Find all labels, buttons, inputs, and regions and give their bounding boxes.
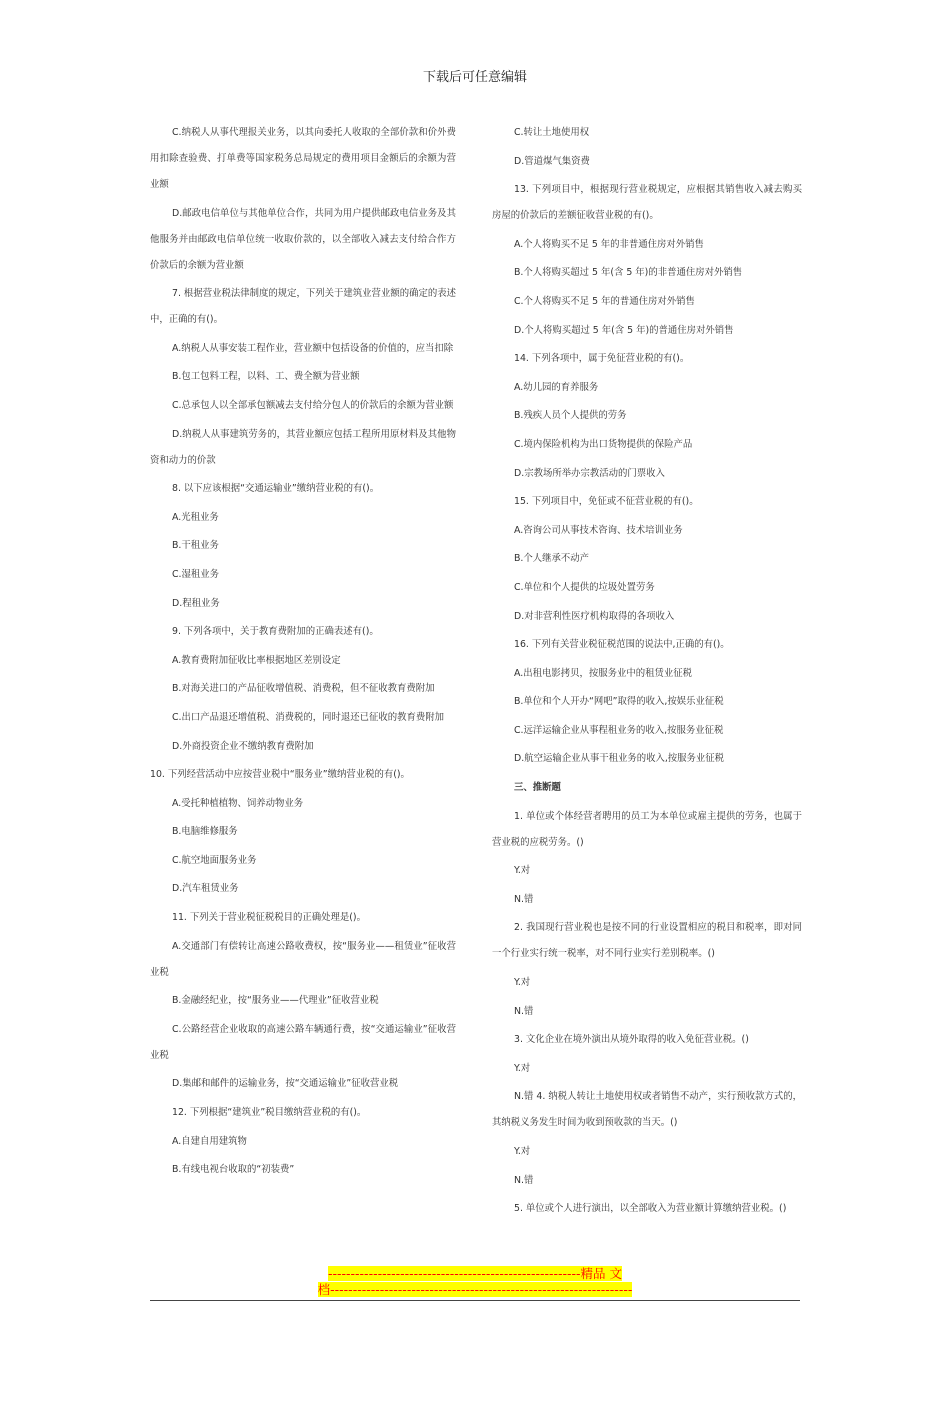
paragraph: A.个人将购买不足 5 年的非普通住房对外销售 [514,238,704,250]
paragraph: A.咨询公司从事技术咨询、技术培训业务 [514,524,683,536]
paragraph: N.错 4. 纳税人转让土地使用权或者销售不动产，实行预收款方式的，其纳税义务发生时间为收到预收款的当天。() [492,1091,802,1129]
paragraph: 13. 下列项目中，根据现行营业税规定，应根据其销售收入减去购买房屋的价款后的差额征收营业税的有()。 [492,184,802,222]
paragraph: C.远洋运输企业从事程租业务的收入,按服务业征税 [514,724,724,736]
paragraph: D.程租业务 [172,597,220,609]
paragraph: 14. 下列各项中，属于免征营业税的有()。 [514,353,690,365]
paragraph: Y.对 [514,977,531,989]
paragraph: B.残疾人员个人提供的劳务 [514,410,627,422]
footer-line-2: 档------------------------------------------------------------------- [317,1282,633,1297]
paragraph: C.纳税人从事代理报关业务，以其向委托人收取的全部价款和价外费用扣除查验费、打单费等国家税务总局规定的费用项目金额后的余额为营 业额 [150,127,456,190]
paragraph: D.对非营利性医疗机构取得的各项收入 [514,610,675,622]
paragraph: B.干租业务 [172,540,219,552]
left-column [150,120,456,1186]
paragraph: D.汽车租赁业务 [172,883,239,895]
paragraph: D.个人将购买超过 5 年(含 5 年)的普通住房对外销售 [514,324,734,336]
paragraph: A.幼儿园的育养服务 [514,381,599,393]
paragraph: A.出租电影拷贝，按服务业中的租赁业征税 [514,667,692,679]
paragraph: 7. 根据营业税法律制度的规定，下列关于建筑业营业额的确定的表述中，正确的有()。 [150,288,456,326]
paragraph: D.纳税人从事建筑劳务的，其营业额应包括工程所用原材料及其他物资和动力的价款 [150,428,456,466]
paragraph: 12. 下列根据“建筑业”税目缴纳营业税的有()。 [172,1107,367,1119]
paragraph: N.错 [514,893,534,905]
paragraph: A.纳税人从事安装工程作业，营业额中包括设备的价值的，应当扣除 [172,342,454,354]
paragraph: B.电脑维修服务 [172,826,238,838]
paragraph: C.湿租业务 [172,568,220,580]
paragraph: 16. 下列有关营业税征税范围的说法中,正确的有()。 [514,639,730,651]
section-heading: 三、推断题 [514,782,561,794]
paragraph: N.错 [514,1005,534,1017]
paragraph: C.总承包人以全部承包额减去支付给分包人的价款后的余额为营业额 [172,399,454,411]
paragraph: 5. 单位或个人进行演出，以全部收入为营业额计算缴纳营业税。() [514,1203,787,1215]
paragraph: 8. 以下应该根据“交通运输业”缴纳营业税的有()。 [172,483,380,495]
paragraph: A.受托种植植物、饲养动物业务 [172,797,304,809]
paragraph: A.教育费附加征收比率根据地区差别设定 [172,654,341,666]
paragraph: B.包工包料工程，以料、工、费全额为营业额 [172,371,360,383]
paragraph: B.单位和个人开办“网吧”取得的收入,按娱乐业征税 [514,696,724,708]
paragraph: C.单位和个人提供的垃圾处置劳务 [514,581,655,593]
footer-banner [0,1266,950,1298]
paragraph: 10. 下列经营活动中应按营业税中“服务业”缴纳营业税的有()。 [150,769,410,781]
right-column [492,120,802,1225]
paragraph: 2. 我国现行营业税也是按不同的行业设置相应的税目和税率，即对同一个行业实行统一税率，对不同行业实行差别税率。() [492,922,802,960]
paragraph: Y.对 [514,1146,531,1157]
paragraph: C.航空地面服务业务 [172,854,257,866]
paragraph: A.光租业务 [172,511,219,523]
paragraph: N.错 [514,1174,534,1186]
paragraph: B.个人继承不动产 [514,553,590,565]
paragraph: B.金融经纪业，按“服务业——代理业”征收营业税 [172,995,379,1007]
paragraph: C.个人将购买不足 5 年的普通住房对外销售 [514,295,695,307]
paragraph: 9. 下列各项中，关于教育费附加的正确表述有()。 [172,626,379,638]
paragraph: A.自建自用建筑物 [172,1135,247,1147]
paragraph: D.邮政电信单位与其他单位合作，共同为用户提供邮政电信业务及其他服务并由邮政电信单位统一收取价款的，以全部收入减去支付给合作方 价款后的余额为营业额 [150,207,456,271]
footer-line-1: --------------------------------------------------------精品 文 [327,1266,623,1281]
paragraph: C.境内保险机构为出口货物提供的保险产品 [514,438,693,450]
paragraph: B.有线电视台收取的“初装费” [172,1164,295,1176]
paragraph: B.个人将购买超过 5 年(含 5 年)的非普通住房对外销售 [514,267,743,279]
paragraph: A.交通部门有偿转让高速公路收费权，按“服务业——租赁业”征收营业税 [150,940,456,978]
paragraph: Y.对 [514,1062,531,1074]
paragraph: C.出口产品退还增值税、消费税的，同时退还已征收的教育费附加 [172,711,445,723]
page-header: 下载后可任意编辑 [422,70,527,85]
paragraph: D.外商投资企业不缴纳教育费附加 [172,740,314,752]
paragraph: 3. 文化企业在境外演出从境外取得的收入免征营业税。() [514,1034,749,1046]
paragraph: D.管道煤气集资费 [514,155,590,167]
footer-divider [150,1300,800,1301]
paragraph: D.集邮和邮件的运输业务，按“交通运输业”征收营业税 [172,1078,399,1090]
paragraph: 1. 单位或个体经营者聘用的员工为本单位或雇主提供的劳务，也属于营业税的应税劳务。() [492,810,802,848]
paragraph: D.宗教场所举办宗教活动的门票收入 [514,467,665,479]
paragraph: Y.对 [514,865,531,877]
paragraph: B.对海关进口的产品征收增值税、消费税，但不征收教育费附加 [172,683,435,695]
paragraph: C.转让土地使用权 [514,127,590,138]
paragraph: 15. 下列项目中，免征或不征营业税的有()。 [514,496,699,508]
paragraph: D.航空运输企业从事干租业务的收入,按服务业征税 [514,753,725,765]
paragraph: C.公路经营企业收取的高速公路车辆通行费，按“交通运输业”征收营业税 [150,1023,456,1061]
paragraph: 11. 下列关于营业税征税税目的正确处理是()。 [172,912,366,924]
